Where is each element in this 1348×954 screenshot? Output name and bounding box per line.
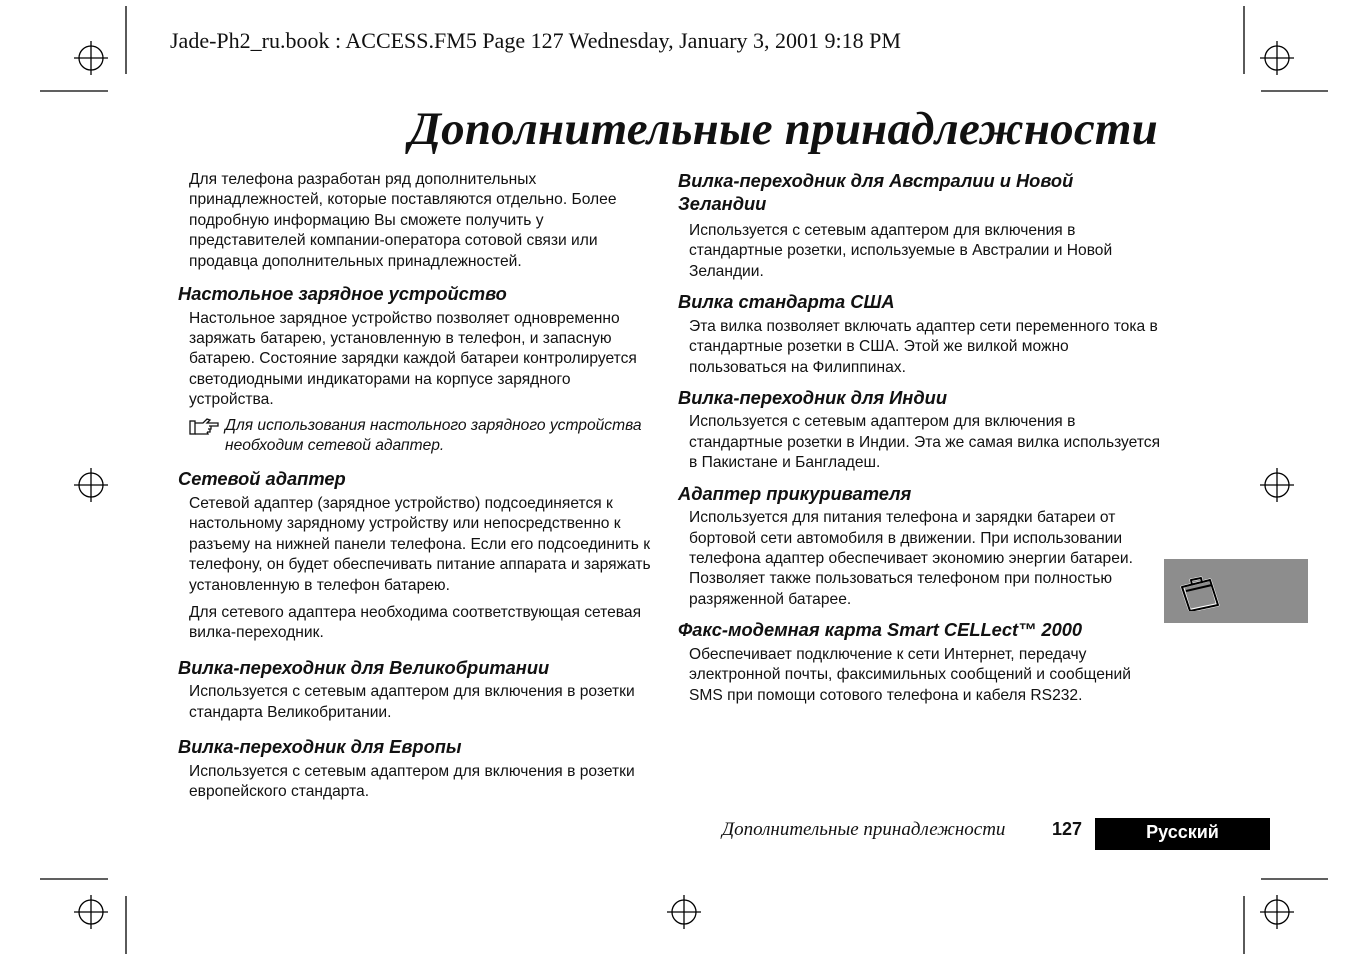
us-plug-text: Эта вилка позволяет включать адаптер сети переменного тока в стандартные розетки в США. Этой же вилкой можно пользоваться на Филиппинах. — [689, 317, 1158, 376]
language-label: Русский — [1095, 818, 1270, 850]
desk-charger-heading: Настольное зарядное устройство — [178, 283, 507, 305]
desk-charger-text: Настольное зарядное устройство позволяет одновременно заряжать батарею, установленную в телефон, и запасную батарею. Состояние зарядки каждой батареи контролируется светодиодными индикаторами на корпусе зарядного устройства. — [189, 309, 637, 409]
fax-card-text: Обеспечивает подключение к сети Интернет, передачу электронной почты, факсимильных сообщений и сообщений SMS при помощи сотового телефона и кабеля RS232. — [689, 645, 1131, 704]
india-plug-heading: Вилка-переходник для Индии — [678, 386, 947, 408]
desk-charger-note — [225, 416, 658, 457]
car-adapter-heading: Адаптер прикуривателя — [678, 482, 912, 504]
india-plug-text: Используется с сетевым адаптером для включения в стандартные розетки в Индии. Эта же самая вилка используется в Пакистане и Бангладеш. — [689, 413, 1161, 472]
car-adapter-text: Используется для питания телефона и зарядки батареи от бортовой сети автомобиля в движении. При использовании телефона адаптер обеспечивает экономию энергии батареи. Позволяет также пользоваться телефоном при полностью разряженной батарее. — [689, 509, 1133, 608]
briefcase-icon — [1178, 573, 1224, 611]
mains-adapter-text: Сетевой адаптер (зарядное устройство) подсоединяется к настольному зарядному устройству или непосредственно к разъему на нижней панели телефона. Если его подсоединить к телефону, он будет обеспечивать питание аппарата и заряжать установленную в телефон батарею. — [189, 494, 651, 594]
europe-plug-heading: Вилка-переходник для Европы — [178, 736, 462, 758]
mains-adapter-text-2: Для сетевого адаптера необходима соответствующая сетевая вилка-переходник. — [189, 603, 642, 642]
europe-plug-text: Используется с сетевым адаптером для включения в розетки европейского стандарта. — [189, 762, 635, 800]
aus-plug-heading: Вилка-переходник для Австралии и Новой Зеландии — [678, 170, 1074, 214]
uk-plug-heading: Вилка-переходник для Великобритании — [178, 656, 550, 678]
us-plug-heading: Вилка стандарта США — [678, 291, 895, 313]
page-title: Дополнительные принадлежности — [408, 103, 1158, 155]
right-column — [678, 170, 1163, 713]
intro-text: Для телефона разработан ряд дополнительных принадлежностей, которые поставляются отдельно. Более подробную информацию Вы сможете получить у представителей компании-оператора сотовой связи или продавца дополнительных принадлежностей. — [189, 171, 617, 270]
fax-card-heading: Факс-модемная карта Smart CELLect™ 2000 — [678, 619, 1083, 641]
left-column — [178, 170, 658, 809]
page-header: Jade-Ph2_ru.book : ACCESS.FM5 Page 127 Wednesday, January 3, 2001 9:18 PM — [170, 28, 901, 53]
mains-adapter-heading: Сетевой адаптер — [178, 468, 346, 490]
note-text: Для использования настольного зарядного устройства необходим сетевой адаптер. — [225, 416, 642, 454]
aus-plug-text: Используется с сетевым адаптером для включения в стандартные розетки, используемые в Австралии и Новой Зеландии. — [689, 222, 1113, 280]
footer-caption: Дополнительные принадлежности — [722, 819, 1006, 840]
page-number: 127 — [1052, 819, 1083, 839]
pointing-hand-icon — [189, 418, 219, 436]
uk-plug-text: Используется с сетевым адаптером для включения в розетки стандарта Великобритании. — [189, 683, 635, 721]
section-tab — [1164, 559, 1308, 623]
